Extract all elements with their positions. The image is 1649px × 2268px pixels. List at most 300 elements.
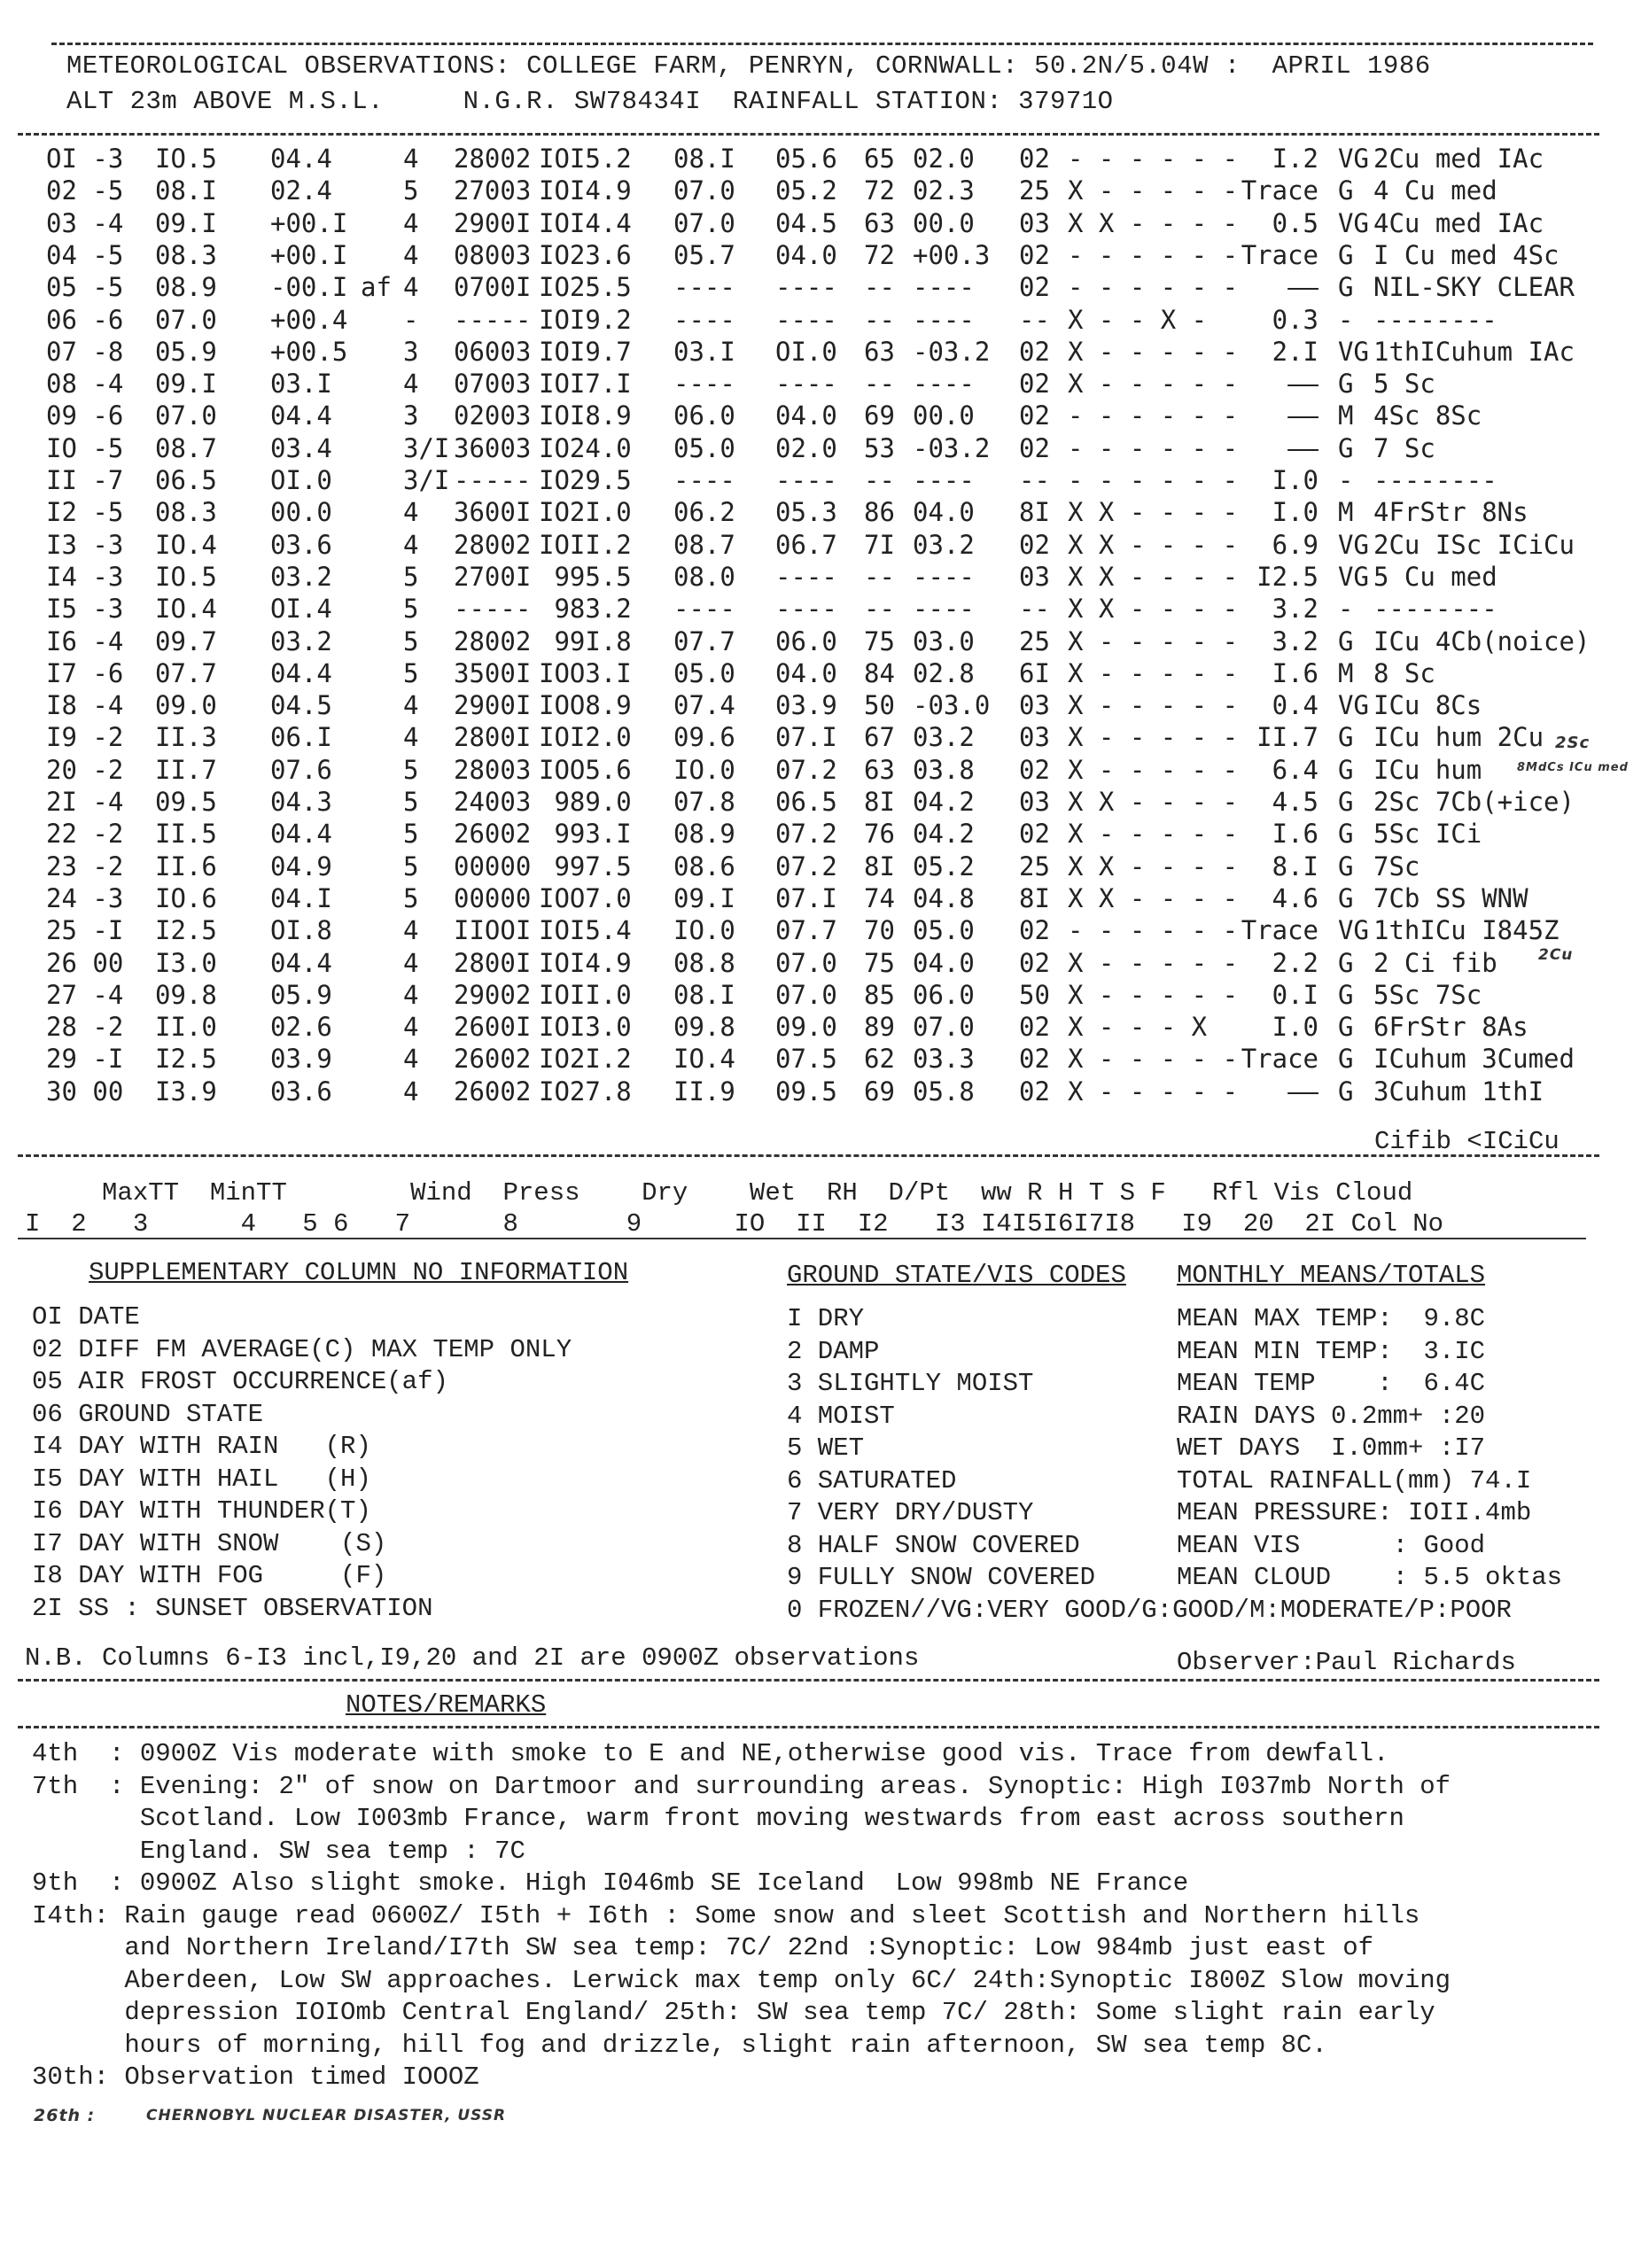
table-cell: 08.7 — [673, 530, 735, 560]
table-cell: II.5 — [155, 819, 217, 849]
table-cell: 63 — [864, 755, 895, 785]
table-cell: 5Sc ICi — [1373, 819, 1482, 849]
table-cell: 09.7 — [155, 626, 217, 656]
table-cell: 07.8 — [673, 787, 735, 817]
table-cell: -03.2 — [913, 337, 991, 367]
note-line: 9th : 0900Z Also slight smoke. High I046mb SE Iceland Low 998mb NE France — [32, 1868, 1189, 1898]
table-cell: 08.I — [673, 144, 735, 174]
table-bottom-rule — [18, 1154, 1599, 1157]
table-cell: 04.I — [270, 883, 332, 913]
table-cell: 07.0 — [775, 948, 837, 978]
table-cell: 06.5 — [775, 787, 837, 817]
table-cell: -03.0 — [913, 690, 991, 720]
table-cell: 995.5 — [539, 562, 632, 592]
table-cell: 09.I — [673, 883, 735, 913]
station-line: ALT 23m ABOVE M.S.L. N.G.R. SW78434I RAINFALL STATION: 37971O — [66, 87, 1114, 116]
table-cell: IO2I.2 — [539, 1044, 632, 1074]
table-cell: 4 — [403, 240, 419, 270]
table-cell: 0700I — [454, 272, 532, 302]
table-cell: af — [361, 272, 392, 302]
table-cell: 09.6 — [673, 722, 735, 752]
table-cell: —— — [1287, 1076, 1318, 1107]
table-cell: 09.8 — [155, 980, 217, 1010]
table-cell: 4 — [403, 369, 419, 399]
table-cell: 2800I — [454, 722, 532, 752]
table-cell: 36003 — [454, 433, 532, 463]
table-cell: ---- — [673, 272, 735, 302]
table-cell: II.0 — [155, 1012, 217, 1042]
table-cell: 03.I — [673, 337, 735, 367]
table-cell: 03 — [1019, 787, 1050, 817]
table-cell: 28003 — [454, 755, 532, 785]
table-cell: 04.4 — [270, 819, 332, 849]
table-cell: IOI2.0 — [539, 722, 632, 752]
table-cell: 07.7 — [155, 658, 217, 688]
table-cell: 75 — [864, 626, 895, 656]
table-cell: VG — [1338, 208, 1369, 238]
table-cell: X X - - - - — [1068, 562, 1239, 592]
table-cell: 06.7 — [775, 530, 837, 560]
table-cell: 03.2 — [270, 626, 332, 656]
table-cell: II.6 — [155, 851, 217, 882]
table-cell: 07.0 — [673, 175, 735, 206]
table-cell: 05 -5 — [46, 272, 124, 302]
table-cell: ---- — [673, 465, 735, 495]
ground-state-item: 4 MOIST — [787, 1402, 895, 1431]
table-cell: - — [403, 305, 419, 335]
table-cell: 5 Sc — [1373, 369, 1435, 399]
table-cell: 03 — [1019, 722, 1050, 752]
table-cell: 04.0 — [775, 658, 837, 688]
table-cell: 8 Sc — [1373, 658, 1435, 688]
table-cell: 26 00 — [46, 948, 124, 978]
table-cell: 07.2 — [775, 851, 837, 882]
table-cell: 04.3 — [270, 787, 332, 817]
table-cell: 04.0 — [775, 400, 837, 431]
table-cell: IOI3.0 — [539, 1012, 632, 1042]
table-cell: 2Cu ISc ICiCu — [1373, 530, 1575, 560]
table-cell: 07.7 — [775, 915, 837, 945]
table-cell: 6I — [1019, 658, 1050, 688]
table-cell: 4 — [403, 948, 419, 978]
header-bottom-rule — [18, 133, 1599, 136]
table-cell: 75 — [864, 948, 895, 978]
table-cell: ---- — [775, 369, 837, 399]
table-cell: 89 — [864, 1012, 895, 1042]
table-cell: 09.I — [155, 369, 217, 399]
table-cell: X - - - - - — [1068, 980, 1239, 1010]
table-cell: G — [1338, 272, 1354, 302]
table-cell: 4 — [403, 915, 419, 945]
table-cell: 86 — [864, 497, 895, 527]
ground-state-item: 0 FROZEN//VG:VERY GOOD/G:GOOD/M:MODERATE/P:POOR — [787, 1596, 1512, 1625]
table-cell: -- — [864, 305, 895, 335]
table-cell: 4 — [403, 208, 419, 238]
table-cell: 85 — [864, 980, 895, 1010]
table-cell: 02 — [1019, 1044, 1050, 1074]
table-cell: 03 — [1019, 208, 1050, 238]
table-cell: -- — [1019, 305, 1050, 335]
ground-state-item: 2 DAMP — [787, 1337, 880, 1366]
table-cell: IO.5 — [155, 562, 217, 592]
table-cell: OI.8 — [270, 915, 332, 945]
table-cell: IOI9.2 — [539, 305, 632, 335]
handwritten-label: 26th : — [34, 2106, 96, 2125]
table-cell: 3/I — [403, 433, 450, 463]
table-cell: -- — [1019, 465, 1050, 495]
note-line: 7th : Evening: 2" of snow on Dartmoor and surrounding areas. Synoptic: High I037mb North of — [32, 1772, 1451, 1801]
table-cell: 07.5 — [775, 1044, 837, 1074]
table-cell: - - - - - - — [1068, 465, 1239, 495]
table-cell: 06003 — [454, 337, 532, 367]
table-cell: 06.0 — [775, 626, 837, 656]
table-cell: 05.9 — [155, 337, 217, 367]
annotation-day20: 8MdCs ICu med — [1517, 761, 1629, 774]
table-cell: 53 — [864, 433, 895, 463]
table-cell: I7 -6 — [46, 658, 124, 688]
table-cell: VG — [1338, 562, 1369, 592]
table-cell: 62 — [864, 1044, 895, 1074]
table-cell: 05.0 — [673, 658, 735, 688]
table-cell: 5 — [403, 883, 419, 913]
notes-title-rule — [18, 1726, 1599, 1728]
table-cell: X - - - - - — [1068, 626, 1239, 656]
table-cell: G — [1338, 433, 1354, 463]
table-cell: 4Sc 8Sc — [1373, 400, 1482, 431]
table-cell: I3.0 — [155, 948, 217, 978]
table-cell: - - - - - - — [1068, 433, 1239, 463]
table-cell: 02 — [1019, 755, 1050, 785]
table-cell: M — [1338, 400, 1354, 431]
table-cell: 4 — [403, 690, 419, 720]
table-cell: 02.4 — [270, 175, 332, 206]
table-cell: - - - - - - — [1068, 915, 1239, 945]
ground-state-title: GROUND STATE/VIS CODES — [787, 1261, 1126, 1290]
table-cell: IO.4 — [673, 1044, 735, 1074]
table-cell: 05.9 — [270, 980, 332, 1010]
table-cell: IOO5.6 — [539, 755, 632, 785]
table-cell: 02003 — [454, 400, 532, 431]
table-cell: 22 -2 — [46, 819, 124, 849]
table-cell: 09.5 — [155, 787, 217, 817]
monthly-item: MEAN MIN TEMP: 3.IC — [1177, 1337, 1486, 1366]
table-cell: 04.5 — [775, 208, 837, 238]
table-cell: 24003 — [454, 787, 532, 817]
table-cell: ---- — [913, 562, 975, 592]
table-cell: I Cu med 4Sc — [1373, 240, 1560, 270]
table-cell: 8I — [1019, 883, 1050, 913]
table-cell: 4 — [403, 144, 419, 174]
table-cell: 03 — [1019, 690, 1050, 720]
table-cell: VG — [1338, 144, 1369, 174]
table-cell: -- — [1019, 594, 1050, 624]
table-cell: X - - - - - — [1068, 658, 1239, 688]
table-cell: 03.6 — [270, 530, 332, 560]
table-cell: 07.0 — [775, 980, 837, 1010]
table-cell: VG — [1338, 530, 1369, 560]
table-cell: X - - - - - — [1068, 1076, 1239, 1107]
table-cell: 70 — [864, 915, 895, 945]
table-cell: 02 — [1019, 337, 1050, 367]
table-cell: 5 — [403, 819, 419, 849]
table-cell: I3 -3 — [46, 530, 124, 560]
table-cell: 8I — [864, 787, 895, 817]
table-cell: 03.9 — [775, 690, 837, 720]
supplementary-item: 2I SS : SUNSET OBSERVATION — [32, 1594, 433, 1623]
table-cell: IOO8.9 — [539, 690, 632, 720]
table-cell: 5 — [403, 851, 419, 882]
table-cell: 02.0 — [775, 433, 837, 463]
table-cell: -------- — [1373, 594, 1497, 624]
table-cell: 00000 — [454, 851, 532, 882]
note-line: Aberdeen, Low SW approaches. Lerwick max temp only 6C/ 24th:Synoptic I800Z Slow moving — [32, 1966, 1451, 1995]
ground-state-item: 8 HALF SNOW COVERED — [787, 1531, 1080, 1560]
table-cell: +00.5 — [270, 337, 348, 367]
table-cell: ----- — [454, 594, 532, 624]
table-cell: 03.4 — [270, 433, 332, 463]
table-cell: X - - - X — [1068, 1012, 1208, 1042]
monthly-title: MONTHLY MEANS/TOTALS — [1177, 1261, 1486, 1290]
table-cell: 02.3 — [913, 175, 975, 206]
monthly-item: WET DAYS I.0mm+ :I7 — [1177, 1433, 1486, 1463]
table-cell: IOI4.9 — [539, 175, 632, 206]
table-cell: IOI5.2 — [539, 144, 632, 174]
table-cell: M — [1338, 658, 1354, 688]
table-cell: 07.7 — [673, 626, 735, 656]
column-numbers-rule — [18, 1238, 1586, 1239]
note-line: depression IOIOmb Central England/ 25th: SW sea temp 7C/ 28th: Some slight rain early — [32, 1998, 1435, 2027]
table-cell: —— — [1287, 272, 1318, 302]
table-cell: 04.5 — [270, 690, 332, 720]
table-cell: ---- — [913, 594, 975, 624]
table-cell: I4 -3 — [46, 562, 124, 592]
table-cell: 08.9 — [673, 819, 735, 849]
table-cell: —— — [1287, 433, 1318, 463]
table-cell: 25 — [1019, 626, 1050, 656]
table-cell: 2Cu med IAc — [1373, 144, 1544, 174]
table-cell: 07.0 — [155, 305, 217, 335]
table-cell: G — [1338, 1044, 1354, 1074]
table-cell: 07.0 — [913, 1012, 975, 1042]
table-cell: G — [1338, 883, 1354, 913]
table-cell: 02.6 — [270, 1012, 332, 1042]
note-line: England. SW sea temp : 7C — [32, 1837, 525, 1866]
table-cell: —— — [1287, 369, 1318, 399]
table-cell: IO.4 — [155, 594, 217, 624]
table-cell: 02 — [1019, 1076, 1050, 1107]
notes-title: NOTES/REMARKS — [346, 1690, 547, 1720]
table-cell: IOO3.I — [539, 658, 632, 688]
table-cell: 25 — [1019, 175, 1050, 206]
table-cell: X - - - - - — [1068, 1044, 1239, 1074]
table-cell: 06.I — [270, 722, 332, 752]
table-cell: 02 — [1019, 1012, 1050, 1042]
table-cell: 84 — [864, 658, 895, 688]
table-cell: 04.2 — [913, 819, 975, 849]
table-cell: 05.3 — [775, 497, 837, 527]
supplementary-item: 06 GROUND STATE — [32, 1400, 264, 1429]
table-cell: G — [1338, 980, 1354, 1010]
table-cell: 06.0 — [913, 980, 975, 1010]
table-cell: 6FrStr 8As — [1373, 1012, 1528, 1042]
monthly-item: TOTAL RAINFALL(mm) 74.I — [1177, 1466, 1532, 1495]
table-cell: 08.0 — [673, 562, 735, 592]
table-cell: 29 -I — [46, 1044, 124, 1074]
table-cell: 26002 — [454, 819, 532, 849]
table-cell: 04.8 — [913, 883, 975, 913]
table-cell: 26002 — [454, 1076, 532, 1107]
table-cell: X X - - - - — [1068, 851, 1239, 882]
table-cell: 2Sc 7Cb(+ice) — [1373, 787, 1575, 817]
table-cell: 4 — [403, 980, 419, 1010]
monthly-item: RAIN DAYS 0.2mm+ :20 — [1177, 1402, 1486, 1431]
table-cell: IO25.5 — [539, 272, 632, 302]
table-cell: 2600I — [454, 1012, 532, 1042]
table-cell: VG — [1338, 915, 1369, 945]
table-cell: X X - - - - — [1068, 787, 1239, 817]
supplementary-item: I5 DAY WITH HAIL (H) — [32, 1464, 371, 1494]
table-cell: 03.9 — [270, 1044, 332, 1074]
table-cell: 03 — [1019, 562, 1050, 592]
table-cell: 04.0 — [913, 948, 975, 978]
table-cell: 07.I — [775, 722, 837, 752]
table-cell: 07.2 — [775, 819, 837, 849]
table-cell: ICu hum 2Cu — [1373, 722, 1544, 752]
table-cell: X X - - - - — [1068, 530, 1239, 560]
table-cell: 04.2 — [913, 787, 975, 817]
table-cell: OI -3 — [46, 144, 124, 174]
table-cell: - — [1338, 594, 1354, 624]
column-names: MaxTT MinTT Wind Press Dry Wet RH D/Pt ww R H T S F Rfl Vis Cloud — [25, 1178, 1413, 1208]
table-cell: 7I — [864, 530, 895, 560]
table-cell: 28002 — [454, 530, 532, 560]
table-cell: 00.0 — [913, 400, 975, 431]
table-cell: 24 -3 — [46, 883, 124, 913]
row-30-continuation: Cifib <ICiCu — [1374, 1127, 1560, 1156]
table-cell: 04.4 — [270, 948, 332, 978]
table-cell: 06.5 — [155, 465, 217, 495]
table-cell: -------- — [1373, 465, 1497, 495]
table-cell: 02 — [1019, 819, 1050, 849]
ground-state-item: 7 VERY DRY/DUSTY — [787, 1498, 1034, 1527]
table-cell: 03.2 — [913, 722, 975, 752]
table-cell: 03.2 — [270, 562, 332, 592]
table-cell: - - - - - - — [1068, 400, 1239, 431]
table-cell: 03 -4 — [46, 208, 124, 238]
header-top-rule — [51, 43, 1593, 45]
table-cell: 69 — [864, 400, 895, 431]
table-cell: Trace — [1241, 240, 1318, 270]
table-cell: - - - - - - — [1068, 144, 1239, 174]
table-cell: 4 Cu med — [1373, 175, 1497, 206]
table-cell: IO24.0 — [539, 433, 632, 463]
table-cell: 07.4 — [673, 690, 735, 720]
table-cell: Trace — [1241, 915, 1318, 945]
table-cell: 5 — [403, 787, 419, 817]
table-cell: 28 -2 — [46, 1012, 124, 1042]
table-cell: -- — [864, 272, 895, 302]
table-cell: IO.0 — [673, 755, 735, 785]
table-cell: 2 Ci fib — [1373, 948, 1497, 978]
table-cell: 07.I — [775, 883, 837, 913]
table-cell: G — [1338, 369, 1354, 399]
table-cell: ICu 8Cs — [1373, 690, 1482, 720]
table-cell: +00.4 — [270, 305, 348, 335]
table-cell: 4 — [403, 497, 419, 527]
table-cell: I.0 — [1272, 1012, 1318, 1042]
table-cell: 8I — [1019, 497, 1050, 527]
table-cell: 8I — [864, 851, 895, 882]
table-cell: 2800I — [454, 948, 532, 978]
table-cell: 5 — [403, 562, 419, 592]
table-cell: 5 — [403, 658, 419, 688]
table-cell: 3/I — [403, 465, 450, 495]
table-cell: 26002 — [454, 1044, 532, 1074]
table-cell: G — [1338, 851, 1354, 882]
table-cell: X X - - - - — [1068, 594, 1239, 624]
table-cell: 28002 — [454, 144, 532, 174]
table-cell: I9 -2 — [46, 722, 124, 752]
table-cell: Trace — [1241, 175, 1318, 206]
table-cell: I.2 — [1272, 144, 1318, 174]
table-cell: 997.5 — [539, 851, 632, 882]
table-cell: 76 — [864, 819, 895, 849]
table-cell: X - - - - - — [1068, 337, 1239, 367]
table-cell: 09.0 — [775, 1012, 837, 1042]
table-cell: 06.2 — [673, 497, 735, 527]
table-cell: 5 — [403, 175, 419, 206]
table-cell: 3Cuhum 1thI — [1373, 1076, 1544, 1107]
table-cell: 05.2 — [775, 175, 837, 206]
table-cell: +00.I — [270, 208, 348, 238]
table-cell: X - - X - — [1068, 305, 1208, 335]
table-cell: 04.0 — [775, 240, 837, 270]
table-cell: 7Sc — [1373, 851, 1420, 882]
table-cell: 30 00 — [46, 1076, 124, 1107]
table-cell: 989.0 — [539, 787, 632, 817]
table-cell: 07.0 — [673, 208, 735, 238]
table-cell: 27003 — [454, 175, 532, 206]
table-cell: 27 -4 — [46, 980, 124, 1010]
table-cell: ---- — [775, 562, 837, 592]
table-cell: - - - - - - — [1068, 240, 1239, 270]
table-cell: NIL-SKY CLEAR — [1373, 272, 1575, 302]
supplementary-item: 02 DIFF FM AVERAGE(C) MAX TEMP ONLY — [32, 1335, 572, 1364]
table-cell: IO.6 — [155, 883, 217, 913]
table-cell: 50 — [864, 690, 895, 720]
table-cell: Trace — [1241, 1044, 1318, 1074]
table-cell: G — [1338, 240, 1354, 270]
table-cell: +00.I — [270, 240, 348, 270]
table-cell: G — [1338, 1012, 1354, 1042]
table-cell: 1thICu I845Z — [1373, 915, 1560, 945]
table-cell: 63 — [864, 208, 895, 238]
table-cell: I8 -4 — [46, 690, 124, 720]
table-cell: 08.3 — [155, 497, 217, 527]
table-cell: ---- — [913, 465, 975, 495]
table-cell: IO27.8 — [539, 1076, 632, 1107]
note-line: and Northern Ireland/I7th SW sea temp: 7C/ 22nd :Synoptic: Low 984mb just east of — [32, 1933, 1374, 1962]
supplementary-item: 05 AIR FROST OCCURRENCE(af) — [32, 1367, 448, 1396]
table-cell: G — [1338, 1076, 1354, 1107]
table-cell: 06 -6 — [46, 305, 124, 335]
table-cell: II -7 — [46, 465, 124, 495]
table-cell: I.0 — [1272, 465, 1318, 495]
table-cell: 28002 — [454, 626, 532, 656]
table-cell: 05.8 — [913, 1076, 975, 1107]
table-cell: -- — [864, 465, 895, 495]
table-cell: OI.0 — [270, 465, 332, 495]
